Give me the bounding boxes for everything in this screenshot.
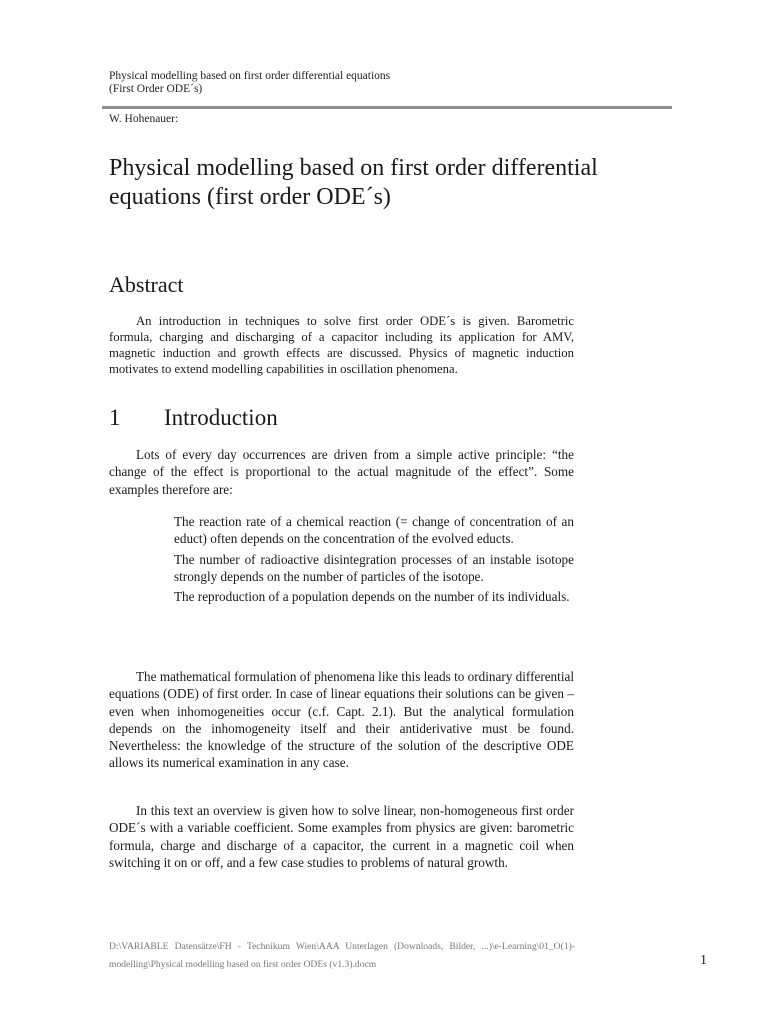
section-title: Introduction [164,405,278,430]
running-header-line2: (First Order ODE´s) [109,83,203,95]
section-number: 1 [109,405,121,430]
intro-paragraph: Lots of every day occurrences are driven from a simple active principle: “the change of the effect is proportional to the actual magnitude of the effect”. Some examples therefore are: [109,447,574,497]
abstract-heading: Abstract [109,272,184,297]
list-item: The reaction rate of a chemical reaction (= change of concentration of an educt) often depends on the concentration of the evolved educts. [174,514,574,547]
overview-paragraph: In this text an overview is given how to solve linear, non-homogeneous first order ODE´s with a variable coefficient. Some examples from physics are given: barometric formula, charge and discharge of a capacitor, the current in a magnetic coil when switching it on or off, and a few case studies to problems of natural growth. [109,803,574,870]
section-heading [109,403,278,433]
running-header-line1: Physical modelling based on first order differential equations [109,70,391,82]
list-item: The reproduction of a population depends on the number of its individuals. [174,589,570,605]
examples-list [174,513,574,608]
document-title: Physical modelling based on first order differential equations (first order ODE´s) [109,155,598,210]
running-header [109,70,589,96]
math-formulation-paragraph: The mathematical formulation of phenomena like this leads to ordinary differential equations (ODE) of first order. In case of linear equations their solutions can be given – even when inhomogeneities occur (c.f. Capt. 2.1). But the analytical formulation depends on the inhomogeneity itself and their antiderivative must be found. Nevertheless: the knowledge of the structure of the solution of the descriptive ODE allows its numerical examination in any case. [109,669,574,771]
author: W. Hohenauer: [109,113,179,125]
list-item: The number of radioactive disintegration processes of an instable isotope strongly depends on the number of particles of the isotope. [174,551,574,584]
abstract-text: An introduction in techniques to solve first order ODE´s is given. Barometric formula, charging and discharging of a capacitor including its application for AMV, magnetic induction and growth effects are discussed. Physics of magnetic induction motivates to extend modelling capabilities in oscillation phenomena. [109,314,574,376]
page-number: 1 [700,953,707,968]
footer-file-path: D:\VARIABLE Datensätze\FH - Technikum Wien\AAA Unterlagen (Downloads, Bilder, ...)\e-Learning\01_O(1)-modelling\Physical modelling based on first order ODEs (v1.3).docm [109,941,575,970]
header-rule [102,106,672,109]
